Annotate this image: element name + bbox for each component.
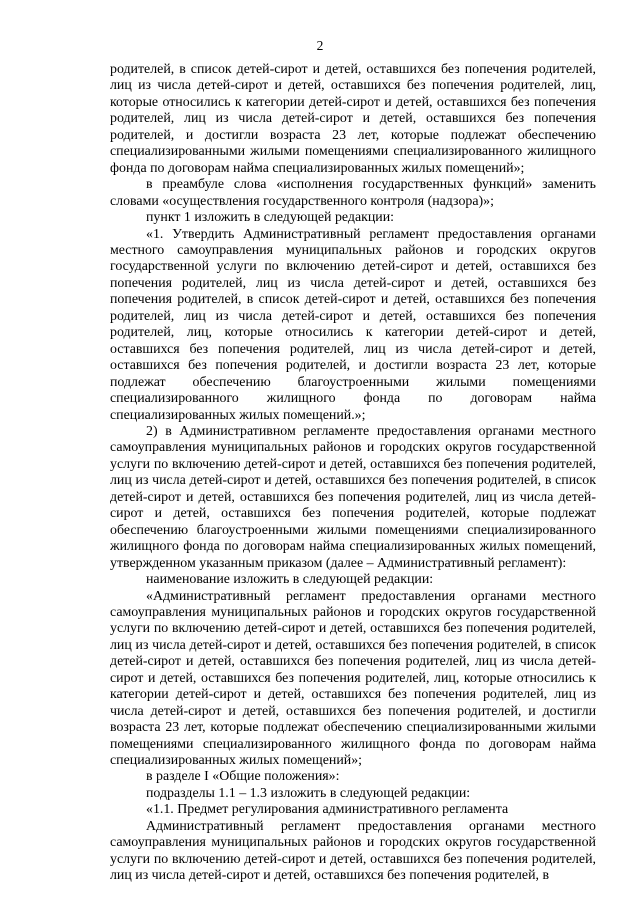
paragraph: пункт 1 изложить в следующей редакции: bbox=[146, 210, 395, 226]
paragraph: 2) в Административном регламенте предоставления органами местного самоуправления муниципальных районов и городских округов государственной услуги по включению детей-сирот и детей, оставшихся без попечения родителей, лиц из числа детей-сирот и детей, оставшихся без попечения родителей, в список детей-сирот и детей, оставшихся без попечения родителей, лиц из числа детей-сирот и детей, оставшихся без попечения родителей, которые подлежат обеспечению благоустроенными жилыми помещениями специализированного жилищного фонда по договорам найма специализированных жилых помещений, утвержденном указанным приказом (далее – Административный регламент): bbox=[110, 423, 596, 571]
paragraph: родителей, в список детей-сирот и детей, оставшихся без попечения родителей, лиц из числа детей-сирот и детей, оставшихся без попечения родителей, лиц, которые относились к категории детей-сирот и детей, оставшихся без попечения родителей, лиц из числа детей-сирот и детей, оставшихся без попечения родителей, и достигли возраста 23 лет, которые подлежат обеспечению специализированными жилыми помещениями специализированного жилищного фонда по договорам найма специализированных жилых помещений»; bbox=[110, 62, 596, 176]
paragraph: подразделы 1.1 – 1.3 изложить в следующей редакции: bbox=[146, 785, 471, 801]
paragraph: «Административный регламент предоставления органами местного самоуправления муниципальных районов и городских округов государственной услуги по включению детей-сирот и детей, оставшихся без попечения родителей, лиц из числа детей-сирот и детей, оставшихся без попечения родителей, в список детей-сирот и детей, оставшихся без попечения родителей, лиц из числа детей-сирот и детей, оставшихся без попечения родителей, лиц, которые относились к категории детей-сирот и детей, оставшихся без попечения родителей, лиц из числа детей-сирот и детей, оставшихся без попечения родителей, и достигли возраста 23 лет, которые подлежат обеспечению специализированными жилыми помещениями специализированного жилищного фонда по договорам найма специализированных жилых помещений»; bbox=[110, 588, 596, 769]
paragraph: «1. Утвердить Административный регламент предоставления органами местного самоуправления муниципальных районов и городских округов государственной услуги по включению детей-сирот и детей, оставшихся без попечения родителей, лиц из числа детей-сирот и детей, оставшихся без попечения родителей, в список детей-сирот и детей, оставшихся без попечения родителей, лиц из числа детей-сирот и детей, оставшихся без попечения родителей, лиц, которые относились к категории детей-сирот и детей, оставшихся без попечения родителей, лиц из числа детей-сирот и детей, оставшихся без попечения родителей, и достигли возраста 23 лет, которые подлежат обеспечению благоустроенными жилыми помещениями специализированного жилищного фонда по договорам найма специализированных жилых помещений.»; bbox=[110, 226, 596, 423]
paragraph: «1.1. Предмет регулирования административного регламента bbox=[146, 802, 509, 818]
page-number: 2 bbox=[316, 38, 324, 53]
paragraph: в разделе I «Общие положения»: bbox=[146, 769, 340, 785]
paragraph: Административный регламент предоставления органами местного самоуправления муниципальных районов и городских округов государственной услуги по включению детей-сирот и детей, оставшихся без попечения родителей, лиц из числа детей-сирот и детей, оставшихся без попечения родителей, в bbox=[110, 818, 596, 884]
paragraph: в преамбуле слова «исполнения государственных функций» заменить словами «осуществления государственного контроля (надзора)»; bbox=[110, 177, 596, 209]
paragraph: наименование изложить в следующей редакции: bbox=[146, 572, 434, 588]
document-body bbox=[110, 62, 596, 885]
